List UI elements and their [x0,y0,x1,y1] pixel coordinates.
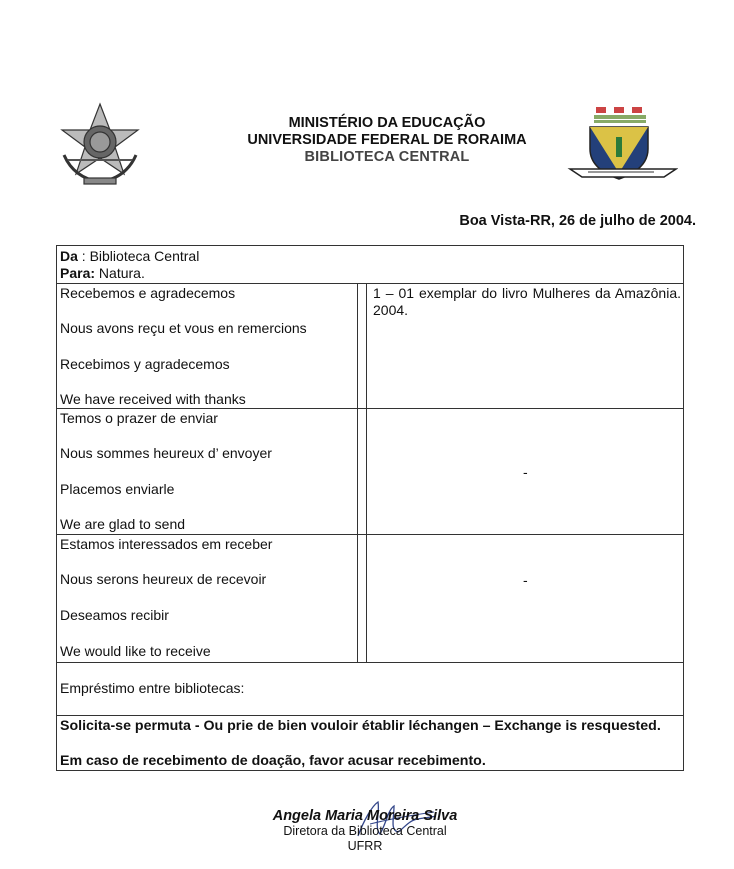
divider [57,408,683,409]
send-en: We are glad to send [60,516,186,532]
receive-es: Deseamos recibir [60,607,169,623]
divider [57,715,683,716]
received-pt: Recebemos e agradecemos [60,285,236,301]
interlibrary-loan-label: Empréstimo entre bibliotecas: [60,680,245,696]
signature-block [200,808,530,854]
form-table [56,245,684,771]
column-divider [366,283,367,662]
send-detail: - [523,464,528,480]
receive-pt: Estamos interessados em receber [60,536,273,552]
divider [57,534,683,535]
received-detail: 1 – 01 exemplar do livro Mulheres da Amazônia. 2004. [373,285,681,318]
signatory-role: Diretora da Biblioteca Central [283,824,447,838]
donation-acknowledgement: Em caso de recebimento de doação, favor acusar recebimento. [60,753,486,769]
exchange-request: Solicita-se permuta - Ou prie de bien vouloir établir léchangen – Exchange is resquested. [60,718,661,734]
receive-detail: - [523,572,528,588]
institution-header [160,115,614,166]
receive-fr: Nous serons heureux de recevoir [60,571,267,587]
date-line: Boa Vista-RR, 26 de julho de 2004. [459,213,696,229]
column-divider [357,283,358,662]
send-fr: Nous sommes heureux d’ envoyer [60,445,272,461]
to-row [60,265,145,281]
signatory-org: UFRR [347,839,383,853]
received-en: We have received with thanks [60,391,246,407]
ministry-title: MINISTÉRIO DA EDUCAÇÃO [288,115,486,131]
receive-en: We would like to receive [60,643,211,659]
from-value: : Biblioteca Central [77,248,200,264]
send-es: Placemos enviarle [60,481,175,497]
divider [57,662,683,663]
library-title: BIBLIOTECA CENTRAL [304,149,470,165]
to-value: Natura. [95,265,145,281]
university-title: UNIVERSIDADE FEDERAL DE RORAIMA [247,132,527,148]
coat-of-arms-emblem [54,100,146,190]
received-fr: Nous avons reçu et vous en remercions [60,320,307,336]
from-row [60,248,199,264]
from-label: Da [60,248,78,264]
received-es: Recebimos y agradecemos [60,356,230,372]
to-label: Para: [60,265,96,281]
send-pt: Temos o prazer de enviar [60,410,218,426]
signatory-name: Angela Maria Moreira Silva [272,808,458,824]
divider [57,283,683,284]
